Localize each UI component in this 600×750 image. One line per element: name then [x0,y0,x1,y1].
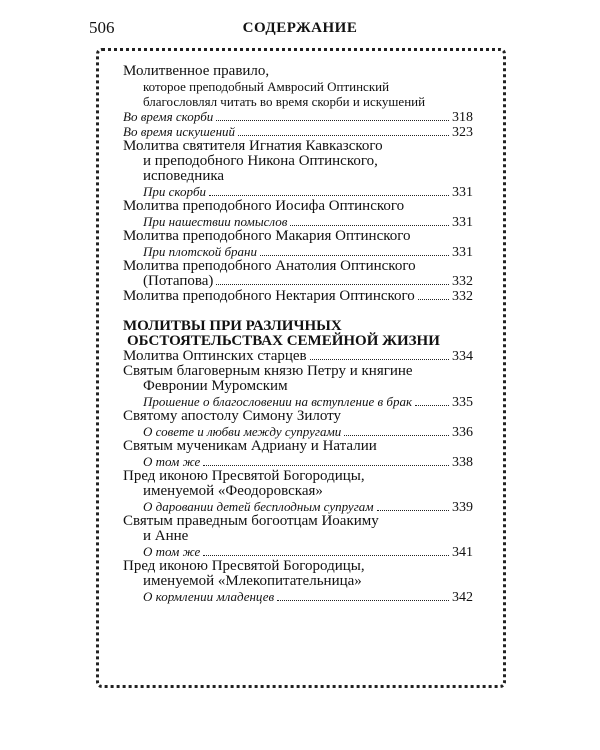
toc-subentry[interactable] [123,214,473,229]
subentry-label: Прошение о благословении на вступление в брак [143,394,413,409]
entry-title: благословлял читать во время скорби и искушений [143,94,426,109]
page-ref: 341 [452,545,473,560]
table-of-contents [123,64,473,604]
subentry-label: Во время скорби [123,109,214,124]
toc-subentry[interactable] [123,244,473,259]
toc-entry[interactable] [123,274,473,289]
entry-title: Молитвенное правило, [123,63,270,79]
toc-subentry[interactable] [123,499,473,514]
entry-title: Святому апостолу Симону Зилоту [123,408,342,424]
page-ref: 334 [452,349,473,364]
toc-subentry[interactable] [123,394,473,409]
entry-title: и Анне [143,528,189,544]
page-ref: 335 [452,395,473,410]
toc-subentry[interactable] [123,124,473,139]
subentry-label: При нашествии помыслов [143,214,288,229]
entry-label: Молитва Оптинских старцев [123,348,307,364]
toc-subentry[interactable] [123,184,473,199]
subentry-label: При плотской брани [143,244,257,259]
subentry-label: Во время искушений [123,124,236,139]
toc-subentry[interactable] [123,424,473,439]
entry-label: Молитва преподобного Нектария Оптинского [123,288,415,304]
subentry-label: При скорби [143,184,207,199]
page-ref: 331 [452,185,473,200]
entry-title: Молитва преподобного Иосифа Оптинского [123,198,405,214]
entry-title: Святым праведным богоотцам Иоакиму [123,513,379,529]
page-ref: 339 [452,500,473,515]
page-ref: 342 [452,590,473,605]
entry-title: Молитва преподобного Анатолия Оптинского [123,258,416,274]
entry-title: именуемой «Млекопитательница» [143,573,362,589]
entry-title: Святым мученикам Адриану и Наталии [123,438,377,454]
toc-subentry[interactable] [123,544,473,559]
entry-title: Февронии Муромским [143,378,288,394]
page-ref: 332 [452,274,473,289]
toc-entry[interactable] [123,349,473,364]
page-number: 506 [89,18,115,37]
subentry-label: О совете и любви между супругами [143,424,342,439]
entry-title: именуемой «Феодоровская» [143,483,323,499]
page-ref: 336 [452,425,473,440]
entry-title: Святым благоверным князю Петру и княгине [123,363,413,379]
entry-title: Молитва преподобного Макария Оптинского [123,228,411,244]
entry-title: Молитва святителя Игнатия Кавказского [123,138,383,154]
page-ref: 332 [452,289,473,304]
section-heading: ОБСТОЯТЕЛЬСТВАХ СЕМЕЙНОЙ ЖИЗНИ [127,333,440,349]
page-ref: 318 [452,110,473,125]
page-ref: 338 [452,455,473,470]
subentry-label: О даровании детей бесплодным супругам [143,499,374,514]
entry-title: которое преподобный Амвросий Оптинский [143,79,390,94]
toc-subentry[interactable] [123,589,473,604]
page-ref: 331 [452,245,473,260]
page-ref: 323 [452,125,473,140]
toc-subentry[interactable] [123,109,473,124]
entry-title: Пред иконою Пресвятой Богородицы, [123,558,365,574]
subentry-label: О кормлении младенцев [143,589,275,604]
page-ref: 331 [452,215,473,230]
entry-title: и преподобного Никона Оптинского, [143,153,378,169]
running-head: СОДЕРЖАНИЕ [242,20,358,36]
toc-entry[interactable] [123,289,473,304]
entry-label: (Потапова) [143,273,214,289]
section-heading: МОЛИТВЫ ПРИ РАЗЛИЧНЫХ [123,318,342,334]
subentry-label: О том же [143,454,201,469]
toc-subentry[interactable] [123,454,473,469]
subentry-label: О том же [143,544,201,559]
entry-title: Пред иконою Пресвятой Богородицы, [123,468,365,484]
entry-title: исповедника [143,168,225,184]
